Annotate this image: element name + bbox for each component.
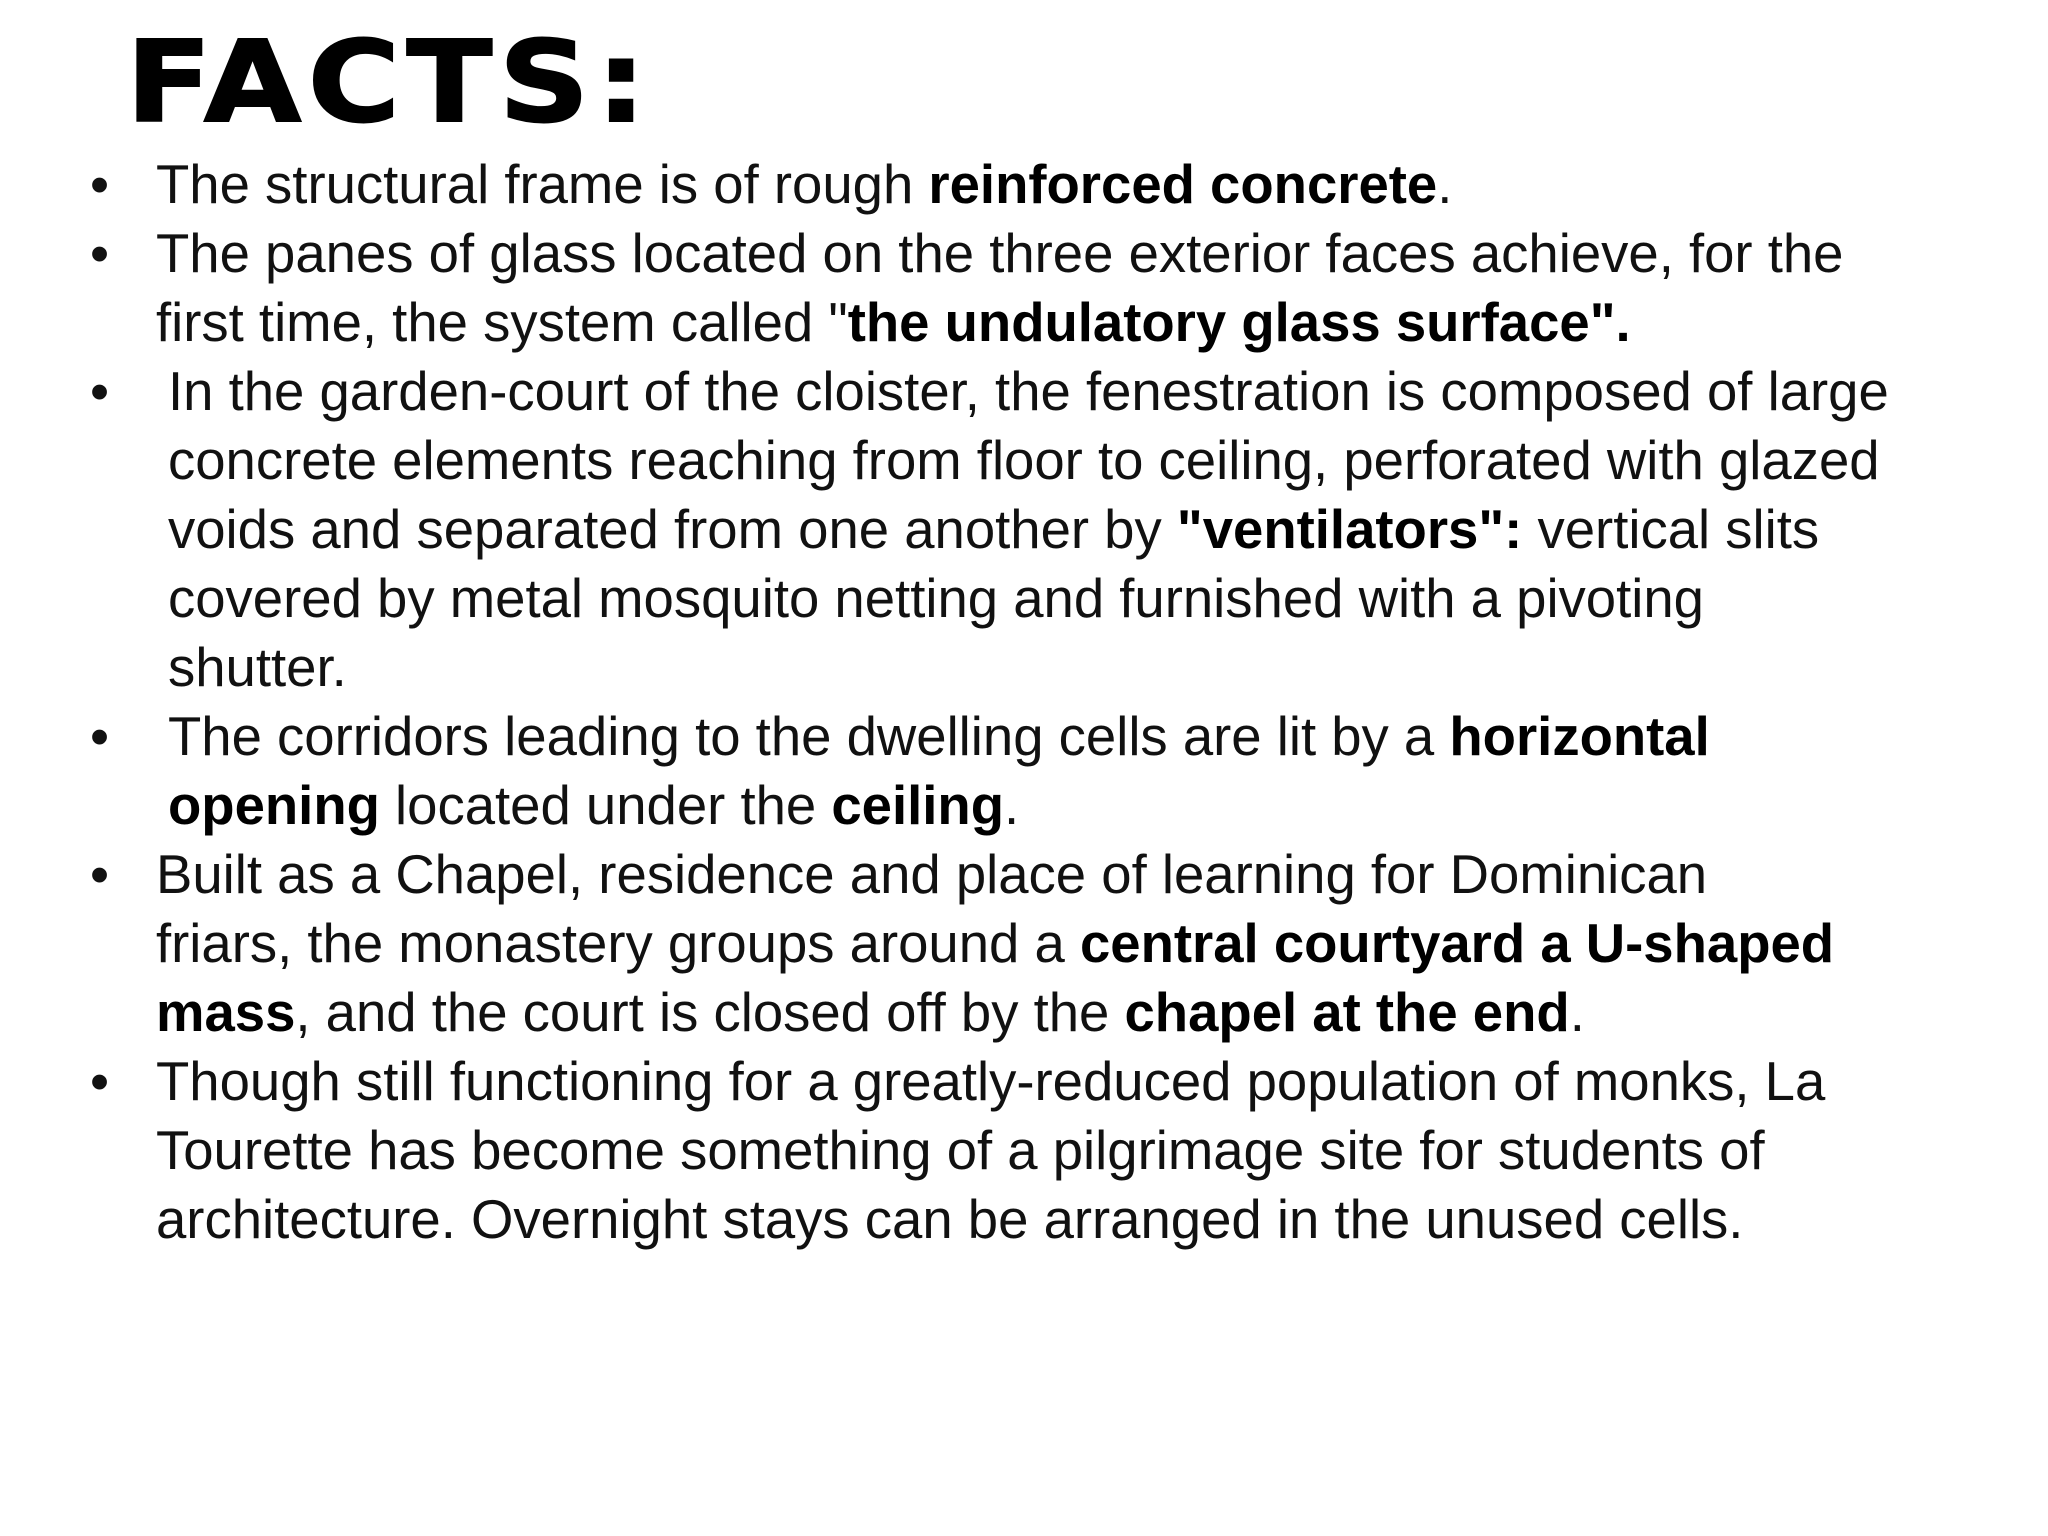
fact-text: Though still functioning for a greatly-reduced population of monks, La — [156, 1051, 1826, 1112]
facts-list — [0, 150, 2048, 1254]
fact-text: . — [1004, 775, 1020, 836]
fact-line — [168, 495, 2028, 564]
fact-text: friars, the monastery groups around a — [156, 913, 1080, 974]
bullet-marker: • — [90, 361, 110, 422]
fact-item — [0, 357, 2048, 702]
fact-text: covered by metal mosquito netting and furnished with a pivoting — [168, 568, 1704, 629]
fact-text: voids and separated from one another by — [168, 499, 1177, 560]
fact-line — [156, 909, 2028, 978]
fact-text: , and the court is closed off by the — [295, 982, 1125, 1043]
fact-line — [168, 426, 2028, 495]
fact-line — [168, 771, 2028, 840]
bullet-marker: • — [90, 706, 110, 767]
fact-text: shutter. — [168, 637, 347, 698]
fact-line — [156, 1047, 2028, 1116]
fact-emphasis: reinforced concrete — [928, 154, 1438, 215]
fact-text: architecture. Overnight stays can be arranged in the unused cells. — [156, 1189, 1744, 1250]
fact-emphasis: ceiling — [831, 775, 1005, 836]
fact-line — [168, 564, 2028, 633]
fact-text: The structural frame is of rough — [156, 154, 929, 215]
fact-text: first time, the system called " — [156, 292, 848, 353]
fact-emphasis: chapel at the end — [1124, 982, 1570, 1043]
bullet-marker: • — [90, 223, 110, 284]
fact-emphasis: "ventilators": — [1176, 499, 1523, 560]
fact-line — [168, 357, 2028, 426]
fact-line — [156, 150, 2028, 219]
fact-text: concrete elements reaching from floor to ceiling, perforated with glazed — [168, 430, 1880, 491]
fact-text: Built as a Chapel, residence and place of learning for Dominican — [156, 844, 1708, 905]
fact-line — [156, 1116, 2028, 1185]
fact-text: . — [1437, 154, 1453, 215]
slide-title: FACTS: — [126, 18, 653, 148]
fact-item — [0, 219, 2048, 357]
fact-emphasis: central courtyard a U-shaped — [1079, 913, 1835, 974]
fact-line — [168, 633, 2028, 702]
fact-item — [0, 150, 2048, 219]
fact-text: The corridors leading to the dwelling cells are lit by a — [168, 706, 1450, 767]
fact-text: vertical slits — [1522, 499, 1820, 560]
fact-line — [156, 219, 2028, 288]
fact-text: located under the — [379, 775, 832, 836]
fact-line — [156, 1185, 2028, 1254]
fact-emphasis: opening — [168, 775, 380, 836]
fact-text: The panes of glass located on the three exterior faces achieve, for the — [156, 223, 1844, 284]
fact-emphasis: mass — [156, 982, 296, 1043]
fact-text: Tourette has become something of a pilgrimage site for students of — [156, 1120, 1765, 1181]
fact-item — [0, 702, 2048, 840]
fact-line — [156, 840, 2028, 909]
fact-emphasis: the undulatory glass surface". — [847, 292, 1631, 353]
fact-emphasis: horizontal — [1449, 706, 1710, 767]
fact-item — [0, 840, 2048, 1047]
bullet-marker: • — [90, 1051, 110, 1112]
fact-line — [156, 288, 2028, 357]
fact-line — [168, 702, 2028, 771]
fact-text: In the garden-court of the cloister, the fenestration is composed of large — [168, 361, 1889, 422]
fact-item — [0, 1047, 2048, 1254]
bullet-marker: • — [90, 154, 110, 215]
fact-text: . — [1569, 982, 1585, 1043]
bullet-marker: • — [90, 844, 110, 905]
fact-line — [156, 978, 2028, 1047]
